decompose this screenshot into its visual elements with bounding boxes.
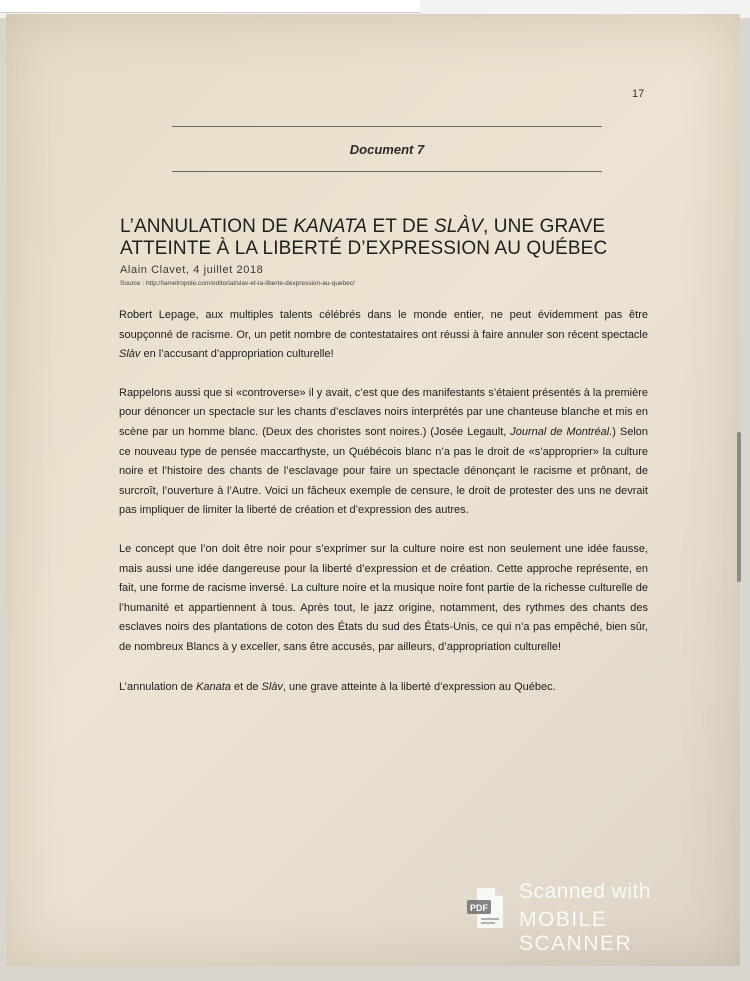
paragraph-3: Le concept que l’on doit être noir pour s’exprimer sur la culture noire est non seulement une idée fausse, mais aussi une idée dangereuse pour la liberté d’expression et de création. Cette approche représente, en fait, une forme de racisme inversé. La culture noire et la musique noire font partie de la richesse culturelle de l’humanité et appartiennent à tous. Après tout, le jazz origine, notamment, des rythmes des chants des esclaves noirs des plantations de coton des États du sud des États-Unis, ce qui n’a pas empêché, bien sûr, de nombreux Blancs à y exceller, sans être accusés, par ailleurs, d’appropriation culturelle! <box>119 542 648 653</box>
source-line: Source : http://lametropole.com/editorial/slav-et-la-liberte-dexpression-au-quebec/ <box>120 280 355 287</box>
article-title: L’ANNULATION DE KANATA ET DE SLÀV, UNE GRAVE ATTEINTE À LA LIBERTÉ D’EXPRESSION AU QUÉBEC <box>120 216 608 259</box>
paragraph-4: L’annulation de Kanata et de Slàv, une grave atteinte à la liberté d’expression au Québec. <box>119 680 556 693</box>
scanned-page <box>6 14 740 966</box>
scanner-watermark <box>461 872 721 955</box>
watermark-line-2: MOBILE SCANNER <box>519 908 633 955</box>
paragraph-1: Robert Lepage, aux multiples talents célébrés dans le monde entier, ne peut évidemment pas être soupçonné de racisme. Or, un petit nombre de contestataires ont réussi à faire annuler son récent spectacle Slàv en l’accusant d’appropriation culturelle! <box>119 309 648 361</box>
svg-text:PDF: PDF <box>470 903 488 913</box>
watermark-line-1: Scanned with <box>519 880 652 903</box>
pdf-document-icon <box>467 884 505 932</box>
vertical-scrollbar[interactable] <box>737 432 741 582</box>
top-strip <box>0 0 420 13</box>
header-rule-top <box>172 126 602 127</box>
article-body <box>119 306 648 716</box>
document-label: Document 7 <box>349 142 425 157</box>
paragraph-2: Rappelons aussi que si «controverse» il y avait, c’est que des manifestants s’étaient présentés à la première pour dénoncer un spectacle sur les chants d’esclaves noirs interprétés par une chanteuse blanche et mis en scène par un homme blanc. (Deux des choristes sont noires.) (Josée Legault, Journal de Montréal.) Selon ce nouveau type de pensée maccarthyste, un Québécois blanc n’a pas le droit de «s’approprier» la culture noire et l’histoire des chants de l’esclavage pour faire un spectacle dénonçant le racisme et prônant, de surcroît, l’ouverture à l’Autre. Voici un fâcheux exemple de censure, le droit de protester des uns ne devrait pas impliquer de limiter la liberté de création et d’expression des autres. <box>119 386 649 517</box>
header-rule-bottom <box>172 171 602 172</box>
byline: Alain Clavet, 4 juillet 2018 <box>120 264 264 276</box>
page-number: 17 <box>632 88 645 100</box>
